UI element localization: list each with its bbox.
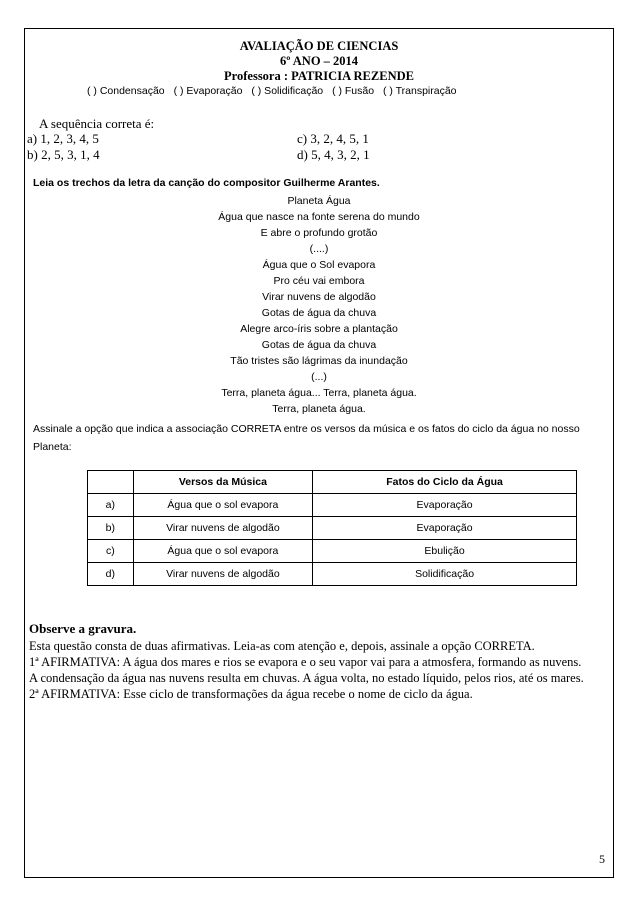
poem-line: Água que o Sol evapora: [262, 259, 376, 271]
statement-first: 1ª AFIRMATIVA: A água dos mares e rios se evapora e o seu vapor vai para a atmosfera, formando as nuvens.: [29, 655, 582, 669]
association-prompt-end: Planeta:: [33, 441, 72, 453]
table-row: [88, 517, 577, 540]
header-fatos: Fatos do Ciclo da Água: [313, 471, 577, 494]
header-versos: Versos da Música: [133, 471, 313, 494]
row-verse: Virar nuvens de algodão: [133, 517, 313, 540]
poem-line: Gotas de água da chuva: [261, 307, 377, 319]
poem-line: Planeta Água: [287, 195, 351, 207]
process-options-line: [87, 85, 457, 97]
song-intro: Leia os trechos da letra da canção do compositor Guilherme Arantes.: [33, 177, 380, 189]
page-number: 5: [599, 852, 605, 866]
row-fact: Evaporação: [313, 517, 577, 540]
statement-second: 2ª AFIRMATIVA: Esse ciclo de transformações da água recebe o nome de ciclo da água.: [29, 687, 473, 701]
exam-title: AVALIAÇÃO DE CIENCIAS: [239, 39, 399, 53]
statement-first-cont: A condensação da água nas nuvens resulta em chuvas. A água volta, no estado líquido, pelos rios, até os mares.: [29, 671, 584, 685]
option-condensacao: ( ) Condensação: [87, 85, 165, 97]
header-empty: [88, 471, 134, 494]
table-header-row: [88, 471, 577, 494]
row-letter: d): [88, 563, 134, 586]
option-evaporacao: ( ) Evaporação: [173, 85, 243, 97]
row-verse: Água que o sol evapora: [133, 494, 313, 517]
option-transpiracao: ( ) Transpiração: [383, 85, 457, 97]
poem-line: Terra, planeta água... Terra, planeta água.: [221, 387, 417, 399]
sequence-option-c: c) 3, 2, 4, 5, 1: [297, 131, 369, 146]
sequence-option-a: a) 1, 2, 3, 4, 5: [27, 131, 99, 146]
sequence-option-b: b) 2, 5, 3, 1, 4: [27, 147, 100, 162]
option-solidificacao: ( ) Solidificação: [251, 85, 324, 97]
poem-line: Terra, planeta água.: [272, 403, 366, 415]
row-letter: a): [88, 494, 134, 517]
option-fusao: ( ) Fusão: [332, 85, 375, 97]
observe-heading: Observe a gravura.: [29, 621, 137, 636]
page-frame: [24, 28, 614, 878]
sequence-option-d: d) 5, 4, 3, 2, 1: [297, 147, 370, 162]
row-letter: b): [88, 517, 134, 540]
row-fact: Evaporação: [313, 494, 577, 517]
row-verse: Virar nuvens de algodão: [133, 563, 313, 586]
poem-line: (...): [311, 371, 327, 383]
poem-line: E abre o profundo grotão: [260, 227, 378, 239]
exam-teacher: Professora : PATRICIA REZENDE: [224, 69, 414, 83]
poem-line: Tão tristes são lágrimas da inundação: [230, 355, 408, 367]
association-prompt: Assinale a opção que indica a associação CORRETA entre os versos da música e os fatos do ciclo da água no nosso: [33, 423, 580, 435]
table-row: [88, 494, 577, 517]
table-row: [88, 540, 577, 563]
association-table: [87, 470, 577, 586]
row-fact: Solidificação: [313, 563, 577, 586]
poem-line: (....): [309, 243, 329, 255]
statement-intro: Esta questão consta de duas afirmativas. Leia-as com atenção e, depois, assinale a opção CORRETA.: [29, 639, 535, 653]
poem-line: Gotas de água da chuva: [261, 339, 377, 351]
exam-grade: 6º ANO – 2014: [279, 54, 359, 68]
sequence-prompt: A sequência correta é:: [39, 116, 155, 131]
poem-line: Pro céu vai embora: [273, 275, 365, 287]
row-letter: c): [88, 540, 134, 563]
row-verse: Água que o sol evapora: [133, 540, 313, 563]
table-row: [88, 563, 577, 586]
poem-line: Água que nasce na fonte serena do mundo: [218, 211, 420, 223]
poem-line: Alegre arco-íris sobre a plantação: [240, 323, 398, 335]
row-fact: Ebulição: [313, 540, 577, 563]
poem-line: Virar nuvens de algodão: [262, 291, 376, 303]
